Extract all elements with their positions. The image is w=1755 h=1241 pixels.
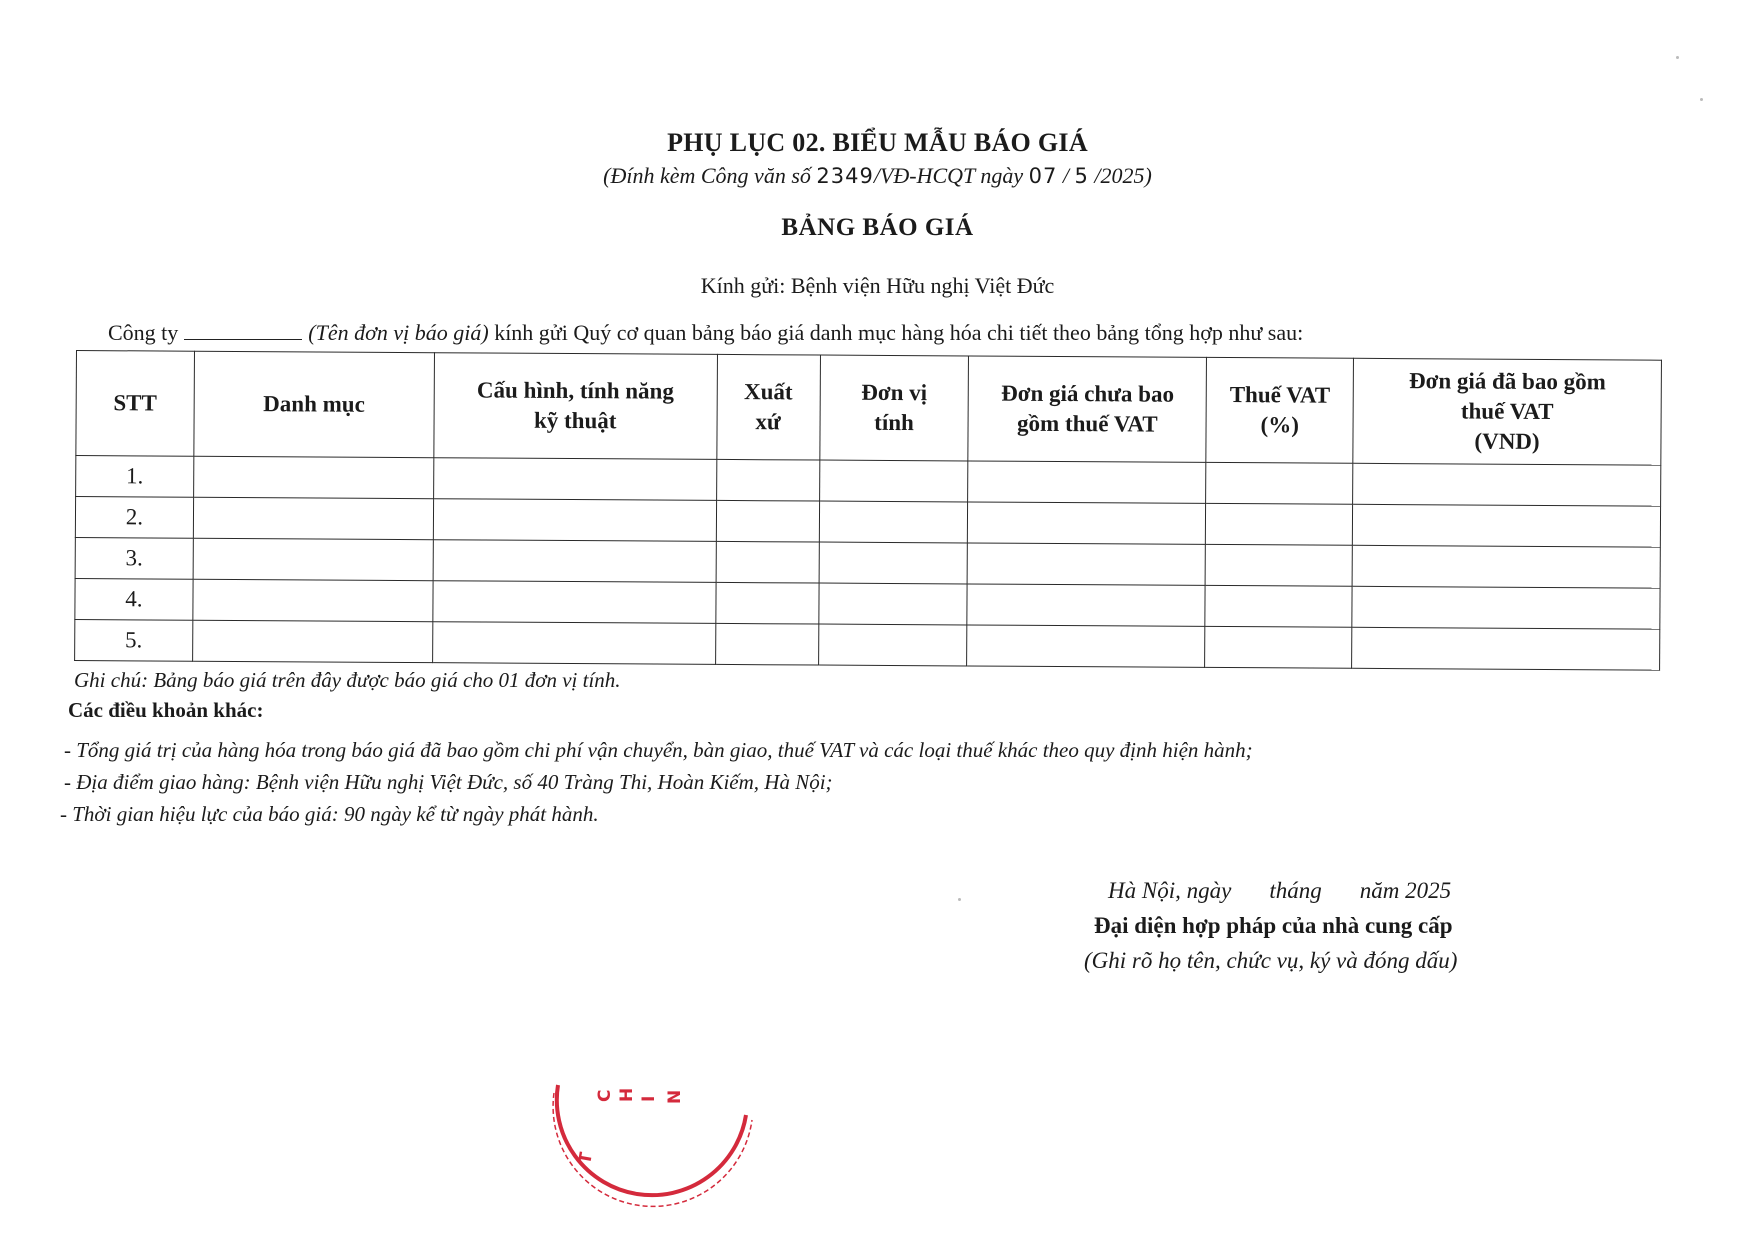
intro-text: kính gửi Quý cơ quan bảng báo giá danh mục hàng hóa chi tiết theo bảng tổng hợp như sau:: [488, 320, 1304, 345]
header-configuration: Cấu hình, tính năng kỹ thuật: [434, 353, 717, 460]
svg-text:H: H: [617, 1087, 637, 1102]
row-number: 1.: [76, 456, 194, 498]
header-price-incl-vat: Đơn giá đã bao gồm thuế VAT (VND): [1353, 358, 1661, 465]
header-origin: Xuất xứ: [716, 354, 820, 460]
header-price-excl-vat: Đơn giá chưa bao gồm thuế VAT: [968, 356, 1206, 462]
signature-place-date: Hà Nội, ngày tháng năm 2025: [1108, 878, 1452, 903]
intro-line: [108, 320, 1303, 346]
term-delivery-location: - Địa điểm giao hàng: Bệnh viện Hữu nghị Việt Đức, số 40 Tràng Thi, Hoàn Kiếm, Hà Nội;: [64, 770, 833, 794]
quotation-table: [74, 350, 1662, 671]
handwritten-month: 5: [1074, 164, 1089, 188]
row-number: 5.: [75, 619, 193, 661]
handwritten-day: 07: [1028, 164, 1058, 188]
svg-text:T: T: [575, 1150, 597, 1166]
subtitle-prefix: (Đính kèm Công văn số: [603, 163, 817, 188]
appendix-title: PHỤ LỤC 02. BIỂU MẪU BÁO GIÁ: [667, 128, 1088, 157]
header-stt: STT: [76, 351, 195, 457]
row-number: 3.: [75, 537, 193, 579]
salutation: Kính gửi: Bệnh viện Hữu nghị Việt Đức: [700, 273, 1055, 298]
red-stamp: [540, 1060, 780, 1241]
header-category: Danh mục: [194, 351, 434, 457]
company-label: Công ty: [108, 320, 179, 345]
svg-text:C: C: [595, 1089, 615, 1102]
other-terms-heading: Các điều khoản khác:: [68, 698, 264, 722]
handwritten-doc-number: 2349: [816, 164, 874, 188]
header-unit: Đơn vị tính: [819, 355, 969, 461]
subtitle-middle: /VĐ-HCQT ngày: [873, 163, 1029, 188]
table-note: Ghi chú: Bảng báo giá trên đây được báo giá cho 01 đơn vị tính.: [74, 668, 621, 692]
table-row: [75, 619, 1660, 670]
company-name-blank: [184, 321, 302, 340]
header-vat-rate: Thuế VAT (%): [1206, 357, 1354, 463]
row-number: 4.: [75, 578, 193, 620]
term-validity: - Thời gian hiệu lực của báo giá: 90 ngày kể từ ngày phát hành.: [60, 802, 599, 826]
svg-text:I: I: [639, 1095, 659, 1102]
subtitle-suffix: /2025): [1088, 163, 1152, 188]
scan-speck: [958, 898, 961, 901]
scan-speck: [1676, 56, 1679, 59]
legal-representative: Đại diện hợp pháp của nhà cung cấp: [1094, 913, 1453, 938]
quotation-heading: BẢNG BÁO GIÁ: [781, 214, 974, 241]
subtitle-sep: /: [1057, 163, 1075, 188]
svg-text:N: N: [665, 1089, 685, 1104]
attachment-reference: [0, 163, 1755, 189]
term-total-value: - Tổng giá trị của hàng hóa trong báo giá đã bao gồm chi phí vận chuyển, bàn giao, thuế VAT và các loại thuế khác theo quy định hiện hành;: [64, 738, 1253, 762]
company-placeholder: (Tên đơn vị báo giá): [308, 320, 489, 345]
row-number: 2.: [75, 497, 193, 539]
signature-instruction: (Ghi rõ họ tên, chức vụ, ký và đóng dấu): [1084, 948, 1458, 973]
table-header-row: [76, 351, 1662, 466]
scan-speck: [1700, 98, 1703, 101]
